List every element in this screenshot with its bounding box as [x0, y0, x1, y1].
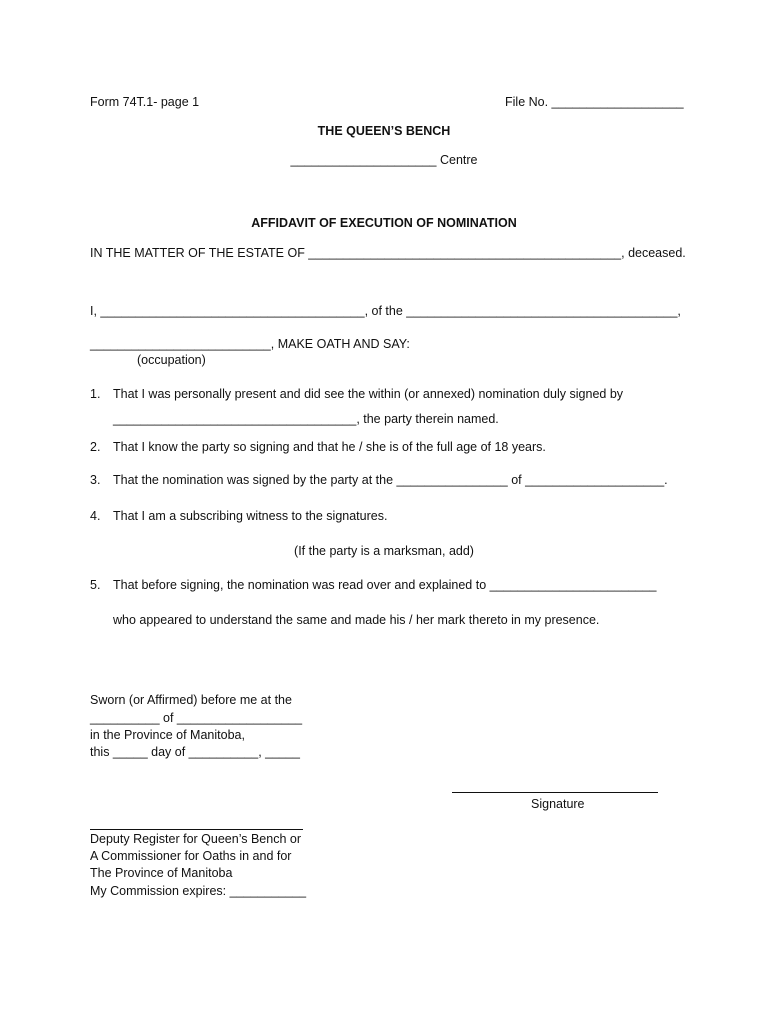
occupation-label: (occupation): [137, 353, 206, 367]
item-number: 3.: [90, 473, 101, 487]
item-text: That I am a subscribing witness to the signatures.: [113, 509, 388, 523]
item-text: That I was personally present and did see the within (or annexed) nomination duly signed by: [113, 387, 624, 401]
jurat-line: this _____ day of __________, _____: [90, 745, 300, 759]
jurat-line: Sworn (or Affirmed) before me at the: [90, 693, 292, 707]
item-continuation: who appeared to understand the same and made his / her mark thereto in my presence.: [113, 613, 600, 627]
document-title: AFFIDAVIT OF EXECUTION OF NOMINATION: [251, 216, 517, 230]
item-number: 1.: [90, 387, 101, 401]
item-text: That before signing, the nomination was read over and explained to ________________________: [113, 578, 657, 592]
oath-line: __________________________, MAKE OATH AND SAY:: [90, 337, 410, 351]
item-number: 2.: [90, 440, 101, 454]
signature-line: [452, 792, 658, 793]
signature-label: Signature: [531, 797, 585, 811]
commissioner-signature-line: [90, 829, 303, 830]
jurat-line: __________ of __________________: [90, 711, 303, 725]
estate-matter: IN THE MATTER OF THE ESTATE OF _____________________________________________, deceased.: [90, 246, 686, 260]
marksman-note: (If the party is a marksman, add): [294, 544, 474, 558]
form-number: Form 74T.1- page 1: [90, 95, 200, 109]
deponent-line: I, ______________________________________, of the _______________________________________,: [90, 304, 681, 318]
court-name: THE QUEEN’S BENCH: [317, 124, 451, 138]
item-continuation: ___________________________________, the party therein named.: [113, 412, 499, 426]
file-number: File No. ___________________: [505, 95, 684, 109]
jurat-line: in the Province of Manitoba,: [90, 728, 245, 742]
commissioner-line: A Commissioner for Oaths in and for: [90, 849, 292, 863]
item-number: 4.: [90, 509, 101, 523]
commissioner-line: The Province of Manitoba: [90, 866, 233, 880]
commissioner-line: Deputy Register for Queen’s Bench or: [90, 832, 301, 846]
item-number: 5.: [90, 578, 101, 592]
item-text: That the nomination was signed by the party at the ________________ of ____________________.: [113, 473, 668, 487]
item-text: That I know the party so signing and that he / she is of the full age of 18 years.: [113, 440, 546, 454]
court-centre: _____________________ Centre: [290, 153, 478, 167]
commissioner-line: My Commission expires: ___________: [90, 884, 307, 898]
